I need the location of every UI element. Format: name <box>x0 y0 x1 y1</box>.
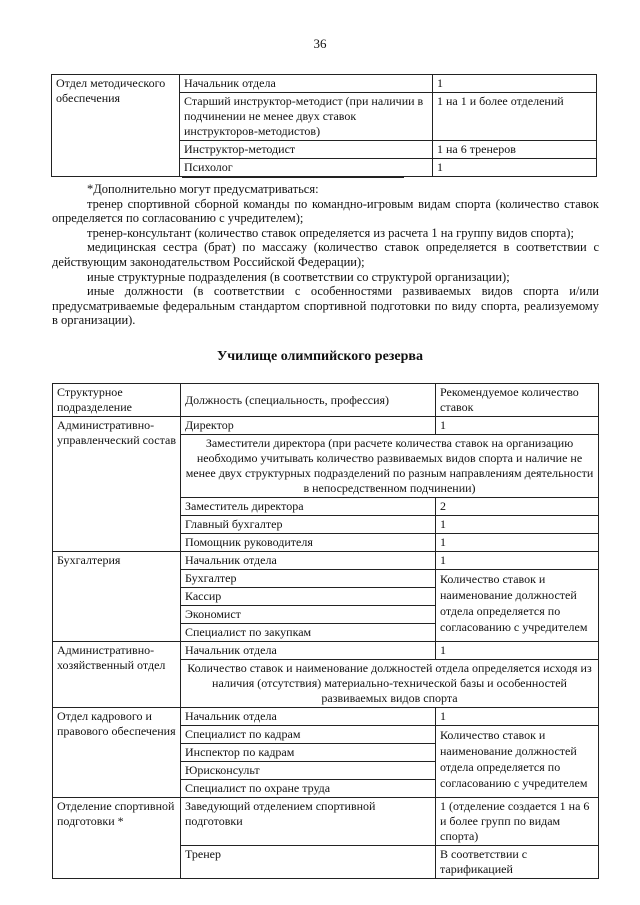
section-title: Училище олимпийского резерва <box>217 349 423 364</box>
division-cell: Бухгалтерия <box>53 552 181 642</box>
ahd-note: Количество ставок и наименование должностей отдела определяется исходя из наличия (отсутствия) материально-технической базы и особенностей развиваемых видов спорта <box>181 660 599 708</box>
note-item: иные структурные подразделения (в соответствии со структурой организации); <box>87 269 510 284</box>
header-rate: Рекомендуемое количество ставок <box>436 384 599 417</box>
table-header-row <box>53 384 599 417</box>
rate-cell: 1 <box>436 534 599 552</box>
position-cell: Заместитель директора <box>181 498 436 516</box>
division-cell: Административно-хозяйственный отдел <box>53 642 181 708</box>
position-cell: Инструктор-методист <box>180 141 433 159</box>
position-cell: Тренер <box>181 846 436 879</box>
position-cell: Начальник отдела <box>181 552 436 570</box>
position-cell: Психолог <box>180 159 433 177</box>
rate-cell: 2 <box>436 498 599 516</box>
division-cell: Административно-управленческий состав <box>53 417 181 552</box>
table-row <box>53 798 599 846</box>
position-cell: Начальник отдела <box>181 708 436 726</box>
note-item: тренер спортивной сборной команды по командно-игровым видам спорта (количество ставок определяется по согласованию с учредителем); <box>52 196 599 226</box>
rate-cell: 1 <box>436 417 599 435</box>
division-cell: Отдел кадрового и правового обеспечения <box>53 708 181 798</box>
note-item: тренер-консультант (количество ставок определяется из расчета 1 на группу видов спорта); <box>87 225 574 240</box>
position-cell: Специалист по охране труда <box>181 780 436 798</box>
footnote-notes <box>52 182 599 328</box>
position-cell: Помощник руководителя <box>181 534 436 552</box>
position-cell: Специалист по кадрам <box>181 726 436 744</box>
position-cell: Главный бухгалтер <box>181 516 436 534</box>
position-cell: Начальник отдела <box>180 75 433 93</box>
table-row <box>53 708 599 726</box>
table-row <box>53 642 599 660</box>
rate-cell: 1 <box>436 552 599 570</box>
rate-note-cell: Количество ставок и наименование должностей отдела определяется по согласованию с учредителем <box>436 570 599 642</box>
position-cell: Начальник отдела <box>181 642 436 660</box>
header-division: Структурное подразделение <box>53 384 181 417</box>
rate-cell: 1 <box>436 516 599 534</box>
page-number: 36 <box>313 36 327 51</box>
rate-cell: 1 <box>433 75 597 93</box>
rate-cell: 1 на 1 и более отделений <box>433 93 597 141</box>
division-cell: Отдел методического обеспечения <box>52 75 180 177</box>
division-cell: Отделение спортивной подготовки * <box>53 798 181 879</box>
rate-cell: 1 <box>436 708 599 726</box>
footnote-divider <box>182 177 404 178</box>
rate-cell: 1 <box>436 642 599 660</box>
position-cell: Кассир <box>181 588 436 606</box>
position-cell: Директор <box>181 417 436 435</box>
position-cell: Юрисконсульт <box>181 762 436 780</box>
rate-note-cell: Количество ставок и наименование должностей отдела определяется по согласованию с учредителем <box>436 726 599 798</box>
position-cell: Инспектор по кадрам <box>181 744 436 762</box>
position-cell: Бухгалтер <box>181 570 436 588</box>
position-cell: Экономист <box>181 606 436 624</box>
notes-intro: *Дополнительно могут предусматриваться: <box>87 182 319 196</box>
methodical-table <box>51 74 597 177</box>
position-cell: Старший инструктор-методист (при наличии в подчинении не менее двух ставок инструкторов-методистов) <box>180 93 433 141</box>
deputies-note: Заместители директора (при расчете количества ставок на организацию необходимо учитывать количество развиваемых видов спорта и наличие не менее двух структурных подразделений по разным направлениям деятельности в непосредственном подчинении) <box>181 435 599 498</box>
rate-cell: 1 (отделение создается 1 на 6 и более групп по видам спорта) <box>436 798 599 846</box>
position-cell: Заведующий отделением спортивной подготовки <box>181 798 436 846</box>
table-row <box>53 417 599 435</box>
position-cell: Специалист по закупкам <box>181 624 436 642</box>
note-item: иные должности (в соответствии с особенностями развиваемых видов спорта и/или предусматриваемые федеральным стандартом спортивной подготовки по виду спорта, реализуемому в организации). <box>52 284 599 328</box>
rate-cell: 1 <box>433 159 597 177</box>
header-position: Должность (специальность, профессия) <box>181 384 436 417</box>
table-row <box>52 75 597 93</box>
rate-cell: В соответствии с тарификацией <box>436 846 599 879</box>
note-item: медицинская сестра (брат) по массажу (количество ставок определяется в соответствии с действующим законодательством Российской Федерации); <box>52 240 599 269</box>
table-row <box>53 552 599 570</box>
rate-cell: 1 на 6 тренеров <box>433 141 597 159</box>
staffing-table <box>52 383 599 879</box>
